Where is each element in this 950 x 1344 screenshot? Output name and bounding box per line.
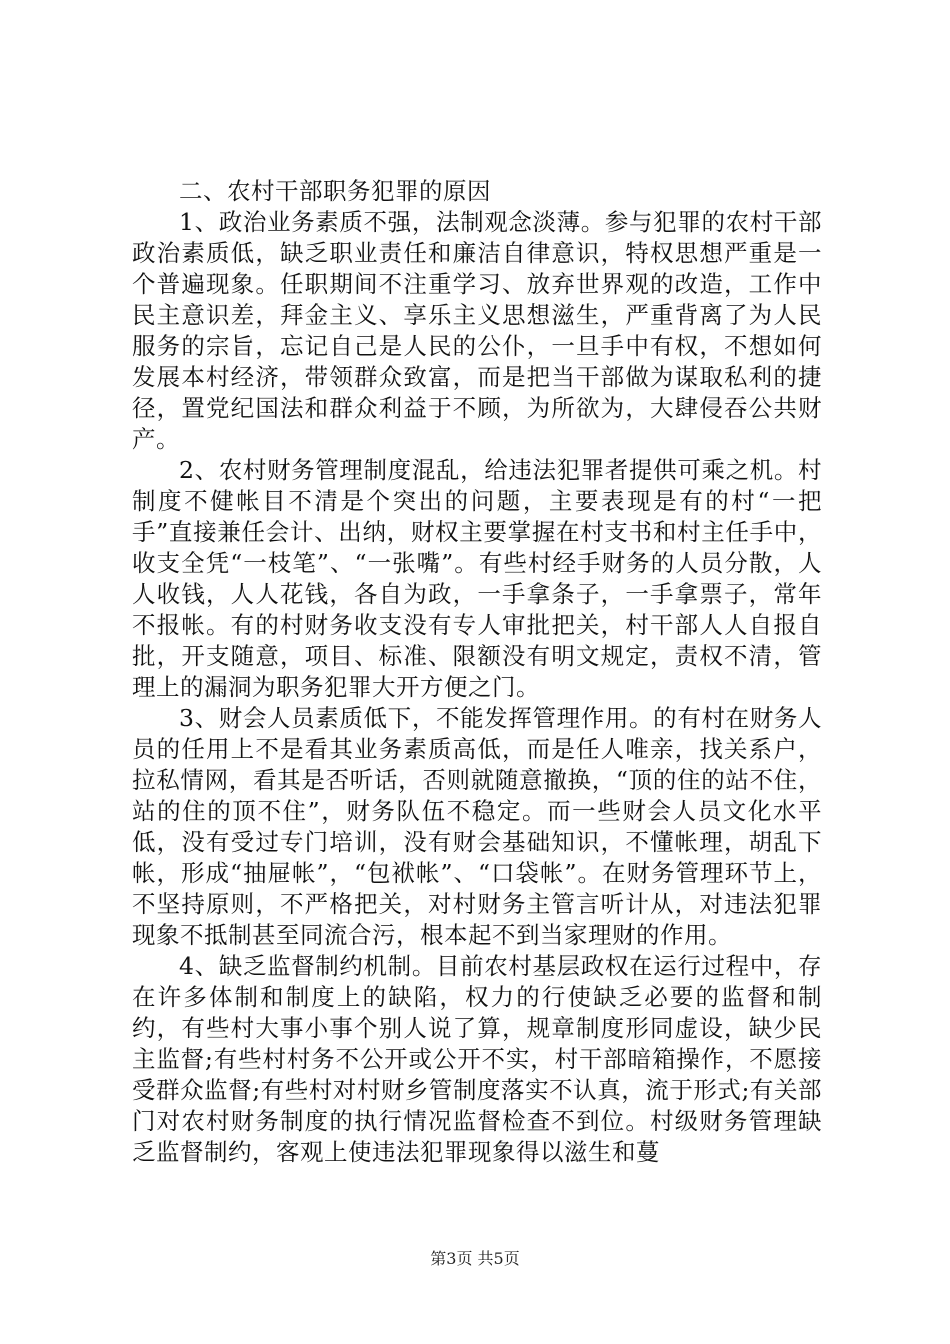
paragraph-4: 4、缺乏监督制约机制。目前农村基层政权在运行过程中，存在许多体制和制度上的缺陷，权力的行使缺乏必要的监督和制约，有些村大事小事个别人说了算，规章制度形同虚设，缺少民主监督;有些村村务不公开或公开不实，村干部暗箱操作，不愿接受群众监督;有些村对村财乡管制度落实不认真，流于形式;有关部门对农村财务制度的执行情况监督检查不到位。村级财务管理缺乏监督制约，客观上使违法犯罪现象得以滋生和蔓 bbox=[132, 952, 822, 1166]
page-footer: 第3页 共5页 bbox=[430, 1249, 520, 1268]
document-body bbox=[132, 176, 822, 1168]
paragraph-3: 3、财会人员素质低下，不能发挥管理作用。的有村在财务人员的任用上不是看其业务素质高低，而是任人唯亲，找关系户，拉私情网，看其是否听话，否则就随意撤换，“顶的住的站不住，站的住的顶不住”，财务队伍不稳定。而一些财会人员文化水平低，没有受过专门培训，没有财会基础知识，不懂帐理，胡乱下帐，形成“抽屉帐”，“包袱帐”、“口袋帐”。在财务管理环节上，不坚持原则，不严格把关，对村财务主管言听计从，对违法犯罪现象不抵制甚至同流合污，根本起不到当家理财的作用。 bbox=[132, 704, 822, 949]
paragraph-1: 1、政治业务素质不强，法制观念淡薄。参与犯罪的农村干部政治素质低，缺乏职业责任和廉洁自律意识，特权思想严重是一个普遍现象。任职期间不注重学习、放弃世界观的改造，工作中民主意识差，拜金主义、享乐主义思想滋生，严重背离了为人民服务的宗旨，忘记自己是人民的公仆，一旦手中有权，不想如何发展本村经济，带领群众致富，而是把当干部做为谋取私利的捷径，置党纪国法和群众利益于不顾，为所欲为，大肆侵吞公共财产。 bbox=[132, 208, 822, 453]
section-heading: 二、农村干部职务犯罪的原因 bbox=[179, 177, 491, 205]
paragraph-2: 2、农村财务管理制度混乱，给违法犯罪者提供可乘之机。村制度不健帐目不清是个突出的问题，主要表现是有的村“一把手”直接兼任会计、出纳，财权主要掌握在村支书和村主任手中，收支全凭“一枝笔”、“一张嘴”。有些村经手财务的人员分散，人人收钱，人人花钱，各自为政，一手拿条子，一手拿票子，常年不报帐。有的村财务收支没有专人审批把关，村干部人人自报自批，开支随意，项目、标准、限额没有明文规定，责权不清，管理上的漏洞为职务犯罪大开方便之门。 bbox=[132, 456, 822, 701]
